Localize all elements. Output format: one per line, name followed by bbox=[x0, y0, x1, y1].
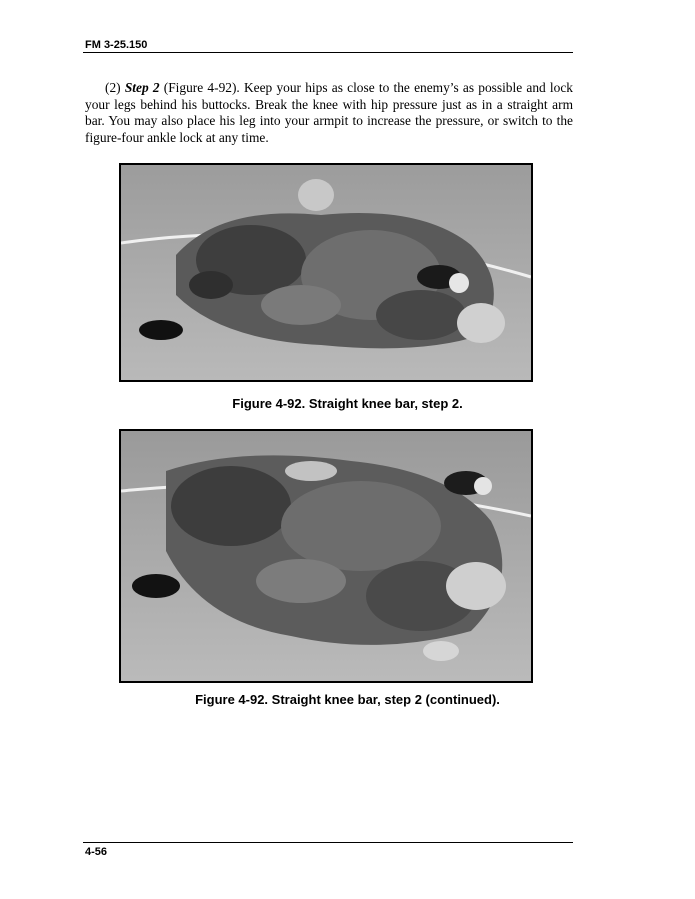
figure-caption-continued: Figure 4-92. Straight knee bar, step 2 (continued). bbox=[195, 692, 500, 707]
step-label: Step 2 bbox=[124, 80, 160, 95]
paragraph-prefix: (2) bbox=[105, 80, 125, 95]
paragraph-body: (Figure 4-92). Keep your hips as close to the enemy’s as possible and lock your legs behind his buttocks. Break the knee with hip pressure just as in a straight arm bar. You may also place his leg into your armpit to increase the pressure, or switch to the figure-four ankle lock at any time. bbox=[85, 80, 573, 145]
photo-illustration bbox=[121, 165, 531, 380]
footer-rule bbox=[83, 842, 573, 843]
page-number: 4-56 bbox=[85, 846, 108, 858]
figure-photo-step-2 bbox=[119, 163, 533, 382]
header-rule bbox=[83, 52, 573, 53]
figure-photo-step-2-continued bbox=[119, 429, 533, 683]
step-paragraph bbox=[85, 80, 573, 146]
figure-caption: Figure 4-92. Straight knee bar, step 2. bbox=[232, 396, 463, 411]
photo-illustration bbox=[121, 431, 531, 681]
running-header: FM 3-25.150 bbox=[85, 39, 148, 51]
